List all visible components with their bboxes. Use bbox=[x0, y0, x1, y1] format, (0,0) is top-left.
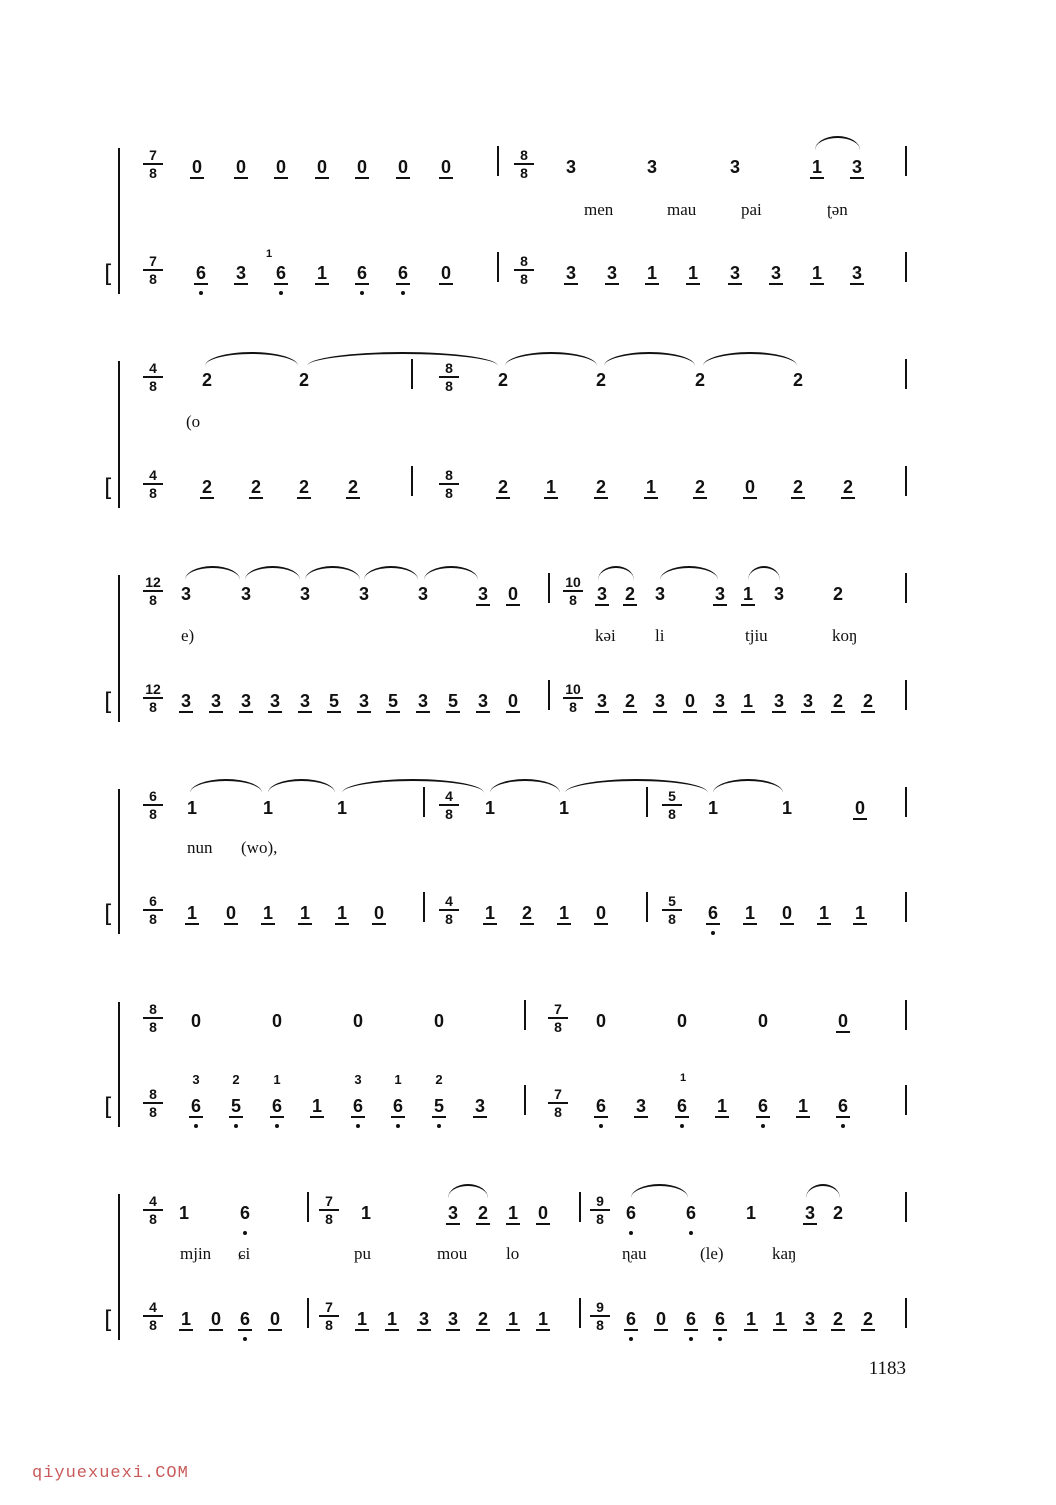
note: 2 bbox=[856, 1309, 880, 1329]
note: 3 bbox=[629, 1096, 653, 1116]
system-brace bbox=[118, 361, 120, 508]
note: 3 bbox=[708, 584, 732, 604]
barline bbox=[905, 146, 907, 176]
note: 0 bbox=[678, 691, 702, 711]
slur bbox=[448, 1184, 488, 1198]
slur bbox=[598, 566, 634, 580]
note: 6 bbox=[619, 1309, 643, 1329]
lyric-syllable: (le) bbox=[700, 1244, 724, 1263]
note: 2 bbox=[471, 1309, 495, 1329]
barline bbox=[905, 1298, 907, 1328]
note: 1 bbox=[805, 157, 829, 177]
barline bbox=[579, 1192, 581, 1222]
upper-voice-number: 1 bbox=[273, 1072, 281, 1087]
staff-bracket: [ bbox=[104, 900, 114, 928]
barline bbox=[548, 573, 550, 603]
time-signature: 7 8 bbox=[546, 1002, 570, 1034]
time-signature: 5 8 bbox=[660, 894, 684, 926]
lyric-syllable: kəi bbox=[595, 626, 616, 645]
note: 1 bbox=[186, 798, 197, 818]
note: 3 bbox=[180, 584, 191, 604]
barline bbox=[307, 1298, 309, 1328]
note: 1 bbox=[256, 903, 280, 923]
note: 3 bbox=[441, 1203, 465, 1223]
staff-bracket: [ bbox=[104, 474, 114, 502]
slur bbox=[424, 566, 478, 580]
note: 6 bbox=[701, 903, 725, 923]
note: 0 bbox=[757, 1011, 768, 1031]
system-brace bbox=[118, 1194, 120, 1340]
note: 2 bbox=[694, 370, 705, 390]
lyric-syllable: mou bbox=[437, 1244, 468, 1263]
note: 3 bbox=[234, 691, 258, 711]
note: 0 bbox=[501, 584, 525, 604]
slur bbox=[364, 566, 418, 580]
time-signature: 10 8 bbox=[561, 575, 585, 607]
note: 1 bbox=[639, 477, 663, 497]
time-signature: 12 8 bbox=[141, 575, 165, 607]
upper-voice-number: 1 bbox=[394, 1072, 402, 1087]
note: 6 bbox=[269, 263, 293, 283]
note: 0 bbox=[391, 157, 415, 177]
note: 1 bbox=[478, 903, 502, 923]
time-signature: 4 8 bbox=[437, 894, 461, 926]
page-number: 1183 bbox=[868, 1358, 906, 1379]
time-signature: 8 8 bbox=[141, 1087, 165, 1119]
note: 0 bbox=[501, 691, 525, 711]
barline bbox=[411, 466, 413, 496]
lyric-syllable: e) bbox=[181, 626, 195, 645]
note: 1 bbox=[710, 1096, 734, 1116]
note: 3 bbox=[263, 691, 287, 711]
note: 3 bbox=[648, 691, 672, 711]
barline bbox=[905, 787, 907, 817]
lyric-syllable: mjin bbox=[180, 1244, 212, 1263]
note: 0 bbox=[204, 1309, 228, 1329]
note: 5 bbox=[381, 691, 405, 711]
time-signature: 7 8 bbox=[141, 254, 165, 286]
note: 1 bbox=[558, 798, 569, 818]
note: 2 bbox=[515, 903, 539, 923]
note: 2 bbox=[292, 477, 316, 497]
note: 3 bbox=[441, 1309, 465, 1329]
note: 1 bbox=[739, 1309, 763, 1329]
note: 1 bbox=[501, 1203, 525, 1223]
note: 1 bbox=[484, 798, 495, 818]
lyric-syllable: (o bbox=[186, 412, 201, 431]
note: 1 bbox=[745, 1203, 756, 1223]
note: 3 bbox=[845, 157, 869, 177]
slur bbox=[490, 779, 560, 793]
slur bbox=[205, 352, 298, 366]
note: 1 bbox=[707, 798, 718, 818]
lyric-syllable: ɕi bbox=[238, 1244, 251, 1263]
note: 2 bbox=[589, 477, 613, 497]
time-signature: 8 8 bbox=[437, 468, 461, 500]
barline bbox=[905, 1192, 907, 1222]
time-signature: 7 8 bbox=[317, 1300, 341, 1332]
note: 3 bbox=[412, 1309, 436, 1329]
note: 0 bbox=[185, 157, 209, 177]
note: 1 bbox=[305, 1096, 329, 1116]
time-signature: 9 8 bbox=[588, 1194, 612, 1226]
note: 6 bbox=[265, 1096, 289, 1116]
note: 2 bbox=[832, 1203, 843, 1223]
note: 0 bbox=[219, 903, 243, 923]
barline bbox=[905, 892, 907, 922]
note: 1 bbox=[180, 903, 204, 923]
note: 3 bbox=[299, 584, 310, 604]
slur bbox=[245, 566, 300, 580]
note: 1 bbox=[805, 263, 829, 283]
time-signature: 4 8 bbox=[437, 789, 461, 821]
lyric-syllable: mau bbox=[667, 200, 697, 219]
note: 5 bbox=[224, 1096, 248, 1116]
time-signature: 8 8 bbox=[141, 1002, 165, 1034]
time-signature: 9 8 bbox=[588, 1300, 612, 1332]
note: 3 bbox=[723, 263, 747, 283]
note: 0 bbox=[352, 1011, 363, 1031]
note: 2 bbox=[201, 370, 212, 390]
note: 1 bbox=[531, 1309, 555, 1329]
barline bbox=[307, 1192, 309, 1222]
time-signature: 6 8 bbox=[141, 894, 165, 926]
time-signature: 7 8 bbox=[317, 1194, 341, 1226]
note: 3 bbox=[798, 1203, 822, 1223]
note: 1 bbox=[812, 903, 836, 923]
slur bbox=[631, 1184, 688, 1198]
note: 1 bbox=[539, 477, 563, 497]
note: 2 bbox=[618, 691, 642, 711]
note: 2 bbox=[786, 477, 810, 497]
note: 0 bbox=[367, 903, 391, 923]
note: 3 bbox=[708, 691, 732, 711]
note: 3 bbox=[352, 691, 376, 711]
note: 3 bbox=[798, 1309, 822, 1329]
note: 1 bbox=[768, 1309, 792, 1329]
watermark: qiyuexuexi.COM bbox=[32, 1464, 189, 1483]
barline bbox=[905, 466, 907, 496]
note: 6 bbox=[391, 263, 415, 283]
note: 2 bbox=[832, 584, 843, 604]
note: 6 bbox=[350, 263, 374, 283]
lyric-syllable: ɳau bbox=[622, 1244, 647, 1263]
slur bbox=[815, 136, 860, 150]
slur bbox=[604, 352, 695, 366]
note: 6 bbox=[831, 1096, 855, 1116]
barline bbox=[905, 1085, 907, 1115]
note: 1 bbox=[336, 798, 347, 818]
note: 6 bbox=[589, 1096, 613, 1116]
note: 6 bbox=[670, 1096, 694, 1116]
barline bbox=[497, 252, 499, 282]
note: 2 bbox=[836, 477, 860, 497]
barline bbox=[905, 252, 907, 282]
note: 1 bbox=[380, 1309, 404, 1329]
note: 6 bbox=[679, 1309, 703, 1329]
lyric-syllable: pai bbox=[741, 200, 762, 219]
barline bbox=[497, 146, 499, 176]
note: 2 bbox=[497, 370, 508, 390]
note: 3 bbox=[358, 584, 369, 604]
slur bbox=[268, 779, 335, 793]
note: 3 bbox=[654, 584, 665, 604]
note: 1 bbox=[736, 584, 760, 604]
barline bbox=[524, 1000, 526, 1030]
slur bbox=[342, 779, 484, 793]
slur bbox=[190, 779, 262, 793]
note: 0 bbox=[531, 1203, 555, 1223]
note: 3 bbox=[174, 691, 198, 711]
note: 6 bbox=[233, 1203, 257, 1223]
note: 6 bbox=[233, 1309, 257, 1329]
note: 3 bbox=[204, 691, 228, 711]
slur bbox=[703, 352, 797, 366]
note: 6 bbox=[679, 1203, 703, 1223]
note: 2 bbox=[195, 477, 219, 497]
note: 2 bbox=[856, 691, 880, 711]
note: 3 bbox=[590, 584, 614, 604]
upper-voice-number: 3 bbox=[354, 1072, 362, 1087]
note: 0 bbox=[831, 1011, 855, 1031]
time-signature: 12 8 bbox=[141, 682, 165, 714]
note: 1 bbox=[174, 1309, 198, 1329]
grace-note: 1 bbox=[266, 248, 273, 260]
barline bbox=[905, 1000, 907, 1030]
lyric-syllable: li bbox=[655, 626, 665, 645]
system-brace bbox=[118, 148, 120, 294]
barline bbox=[905, 359, 907, 389]
system-brace bbox=[118, 1002, 120, 1127]
upper-voice-number: 2 bbox=[435, 1072, 443, 1087]
note: 2 bbox=[244, 477, 268, 497]
barline bbox=[423, 892, 425, 922]
time-signature: 4 8 bbox=[141, 1300, 165, 1332]
note: 1 bbox=[293, 903, 317, 923]
lyric-syllable: pu bbox=[354, 1244, 371, 1263]
note: 2 bbox=[688, 477, 712, 497]
barline bbox=[579, 1298, 581, 1328]
time-signature: 6 8 bbox=[141, 789, 165, 821]
lyric-syllable: kaŋ bbox=[772, 1244, 797, 1263]
note: 0 bbox=[190, 1011, 201, 1031]
note: 0 bbox=[434, 263, 458, 283]
slur bbox=[185, 566, 240, 580]
system-brace bbox=[118, 789, 120, 934]
barline bbox=[905, 680, 907, 710]
note: 3 bbox=[240, 584, 251, 604]
note: 3 bbox=[773, 584, 784, 604]
slur bbox=[505, 352, 597, 366]
time-signature: 7 8 bbox=[546, 1087, 570, 1119]
note: 6 bbox=[386, 1096, 410, 1116]
time-signature: 4 8 bbox=[141, 1194, 165, 1226]
staff-bracket: [ bbox=[104, 688, 114, 716]
note: 2 bbox=[618, 584, 642, 604]
note: 6 bbox=[751, 1096, 775, 1116]
time-signature: 4 8 bbox=[141, 468, 165, 500]
lyric-syllable: nun bbox=[187, 838, 213, 857]
note: 1 bbox=[681, 263, 705, 283]
note: 1 bbox=[791, 1096, 815, 1116]
lyric-syllable: (wo), bbox=[241, 838, 278, 857]
note: 1 bbox=[552, 903, 576, 923]
note: 0 bbox=[271, 1011, 282, 1031]
note: 3 bbox=[411, 691, 435, 711]
note: 2 bbox=[826, 1309, 850, 1329]
note: 0 bbox=[848, 798, 872, 818]
note: 3 bbox=[565, 157, 576, 177]
note: 1 bbox=[736, 691, 760, 711]
note: 0 bbox=[350, 157, 374, 177]
note: 3 bbox=[590, 691, 614, 711]
note: 0 bbox=[433, 1011, 444, 1031]
note: 0 bbox=[649, 1309, 673, 1329]
slur bbox=[307, 352, 498, 366]
staff-bracket: [ bbox=[104, 1093, 114, 1121]
note: 1 bbox=[350, 1309, 374, 1329]
note: 6 bbox=[346, 1096, 370, 1116]
note: 1 bbox=[178, 1203, 189, 1223]
time-signature: 8 8 bbox=[437, 361, 461, 393]
barline bbox=[646, 892, 648, 922]
upper-voice-number: 3 bbox=[192, 1072, 200, 1087]
note: 1 bbox=[738, 903, 762, 923]
slur bbox=[565, 779, 708, 793]
barline bbox=[524, 1085, 526, 1115]
time-signature: 5 8 bbox=[660, 789, 684, 821]
lyric-syllable: ʈən bbox=[827, 200, 848, 219]
note: 1 bbox=[781, 798, 792, 818]
staff-bracket: [ bbox=[104, 260, 114, 288]
note: 3 bbox=[764, 263, 788, 283]
note: 3 bbox=[767, 691, 791, 711]
lyric-syllable: koŋ bbox=[832, 626, 858, 645]
note: 1 bbox=[262, 798, 273, 818]
slur bbox=[806, 1184, 840, 1198]
note: 2 bbox=[298, 370, 309, 390]
note: 1 bbox=[501, 1309, 525, 1329]
lyric-syllable: lo bbox=[506, 1244, 520, 1263]
note: 2 bbox=[792, 370, 803, 390]
note: 3 bbox=[600, 263, 624, 283]
barline bbox=[905, 573, 907, 603]
note: 5 bbox=[441, 691, 465, 711]
lyric-syllable: tjiu bbox=[745, 626, 768, 645]
note: 0 bbox=[310, 157, 334, 177]
note: 3 bbox=[468, 1096, 492, 1116]
note: 3 bbox=[796, 691, 820, 711]
lyric-syllable: men bbox=[584, 200, 614, 219]
time-signature: 8 8 bbox=[512, 148, 536, 180]
note: 0 bbox=[589, 903, 613, 923]
note: 3 bbox=[729, 157, 740, 177]
slur bbox=[713, 779, 783, 793]
note: 3 bbox=[293, 691, 317, 711]
time-signature: 10 8 bbox=[561, 682, 585, 714]
upper-voice-number: 2 bbox=[232, 1072, 240, 1087]
note: 0 bbox=[263, 1309, 287, 1329]
note: 5 bbox=[427, 1096, 451, 1116]
note: 6 bbox=[184, 1096, 208, 1116]
note: 1 bbox=[310, 263, 334, 283]
note: 6 bbox=[619, 1203, 643, 1223]
note: 0 bbox=[434, 157, 458, 177]
note: 1 bbox=[360, 1203, 371, 1223]
note: 0 bbox=[269, 157, 293, 177]
note: 2 bbox=[595, 370, 606, 390]
note: 0 bbox=[775, 903, 799, 923]
note: 5 bbox=[322, 691, 346, 711]
note: 2 bbox=[826, 691, 850, 711]
note: 0 bbox=[676, 1011, 687, 1031]
note: 1 bbox=[640, 263, 664, 283]
time-signature: 7 8 bbox=[141, 148, 165, 180]
system-brace bbox=[118, 575, 120, 722]
note: 3 bbox=[845, 263, 869, 283]
note: 3 bbox=[471, 584, 495, 604]
note: 3 bbox=[417, 584, 428, 604]
note: 6 bbox=[189, 263, 213, 283]
barline bbox=[548, 680, 550, 710]
note: 3 bbox=[229, 263, 253, 283]
slur bbox=[305, 566, 360, 580]
note: 3 bbox=[559, 263, 583, 283]
note: 0 bbox=[229, 157, 253, 177]
note: 3 bbox=[646, 157, 657, 177]
note: 1 bbox=[848, 903, 872, 923]
grace-note: 1 bbox=[680, 1072, 687, 1084]
note: 0 bbox=[738, 477, 762, 497]
note: 6 bbox=[708, 1309, 732, 1329]
note: 0 bbox=[595, 1011, 606, 1031]
slur bbox=[748, 566, 780, 580]
slur bbox=[660, 566, 718, 580]
time-signature: 8 8 bbox=[512, 254, 536, 286]
note: 3 bbox=[471, 691, 495, 711]
note: 2 bbox=[491, 477, 515, 497]
note: 2 bbox=[471, 1203, 495, 1223]
note: 2 bbox=[341, 477, 365, 497]
time-signature: 4 8 bbox=[141, 361, 165, 393]
staff-bracket: [ bbox=[104, 1306, 114, 1334]
note: 1 bbox=[330, 903, 354, 923]
